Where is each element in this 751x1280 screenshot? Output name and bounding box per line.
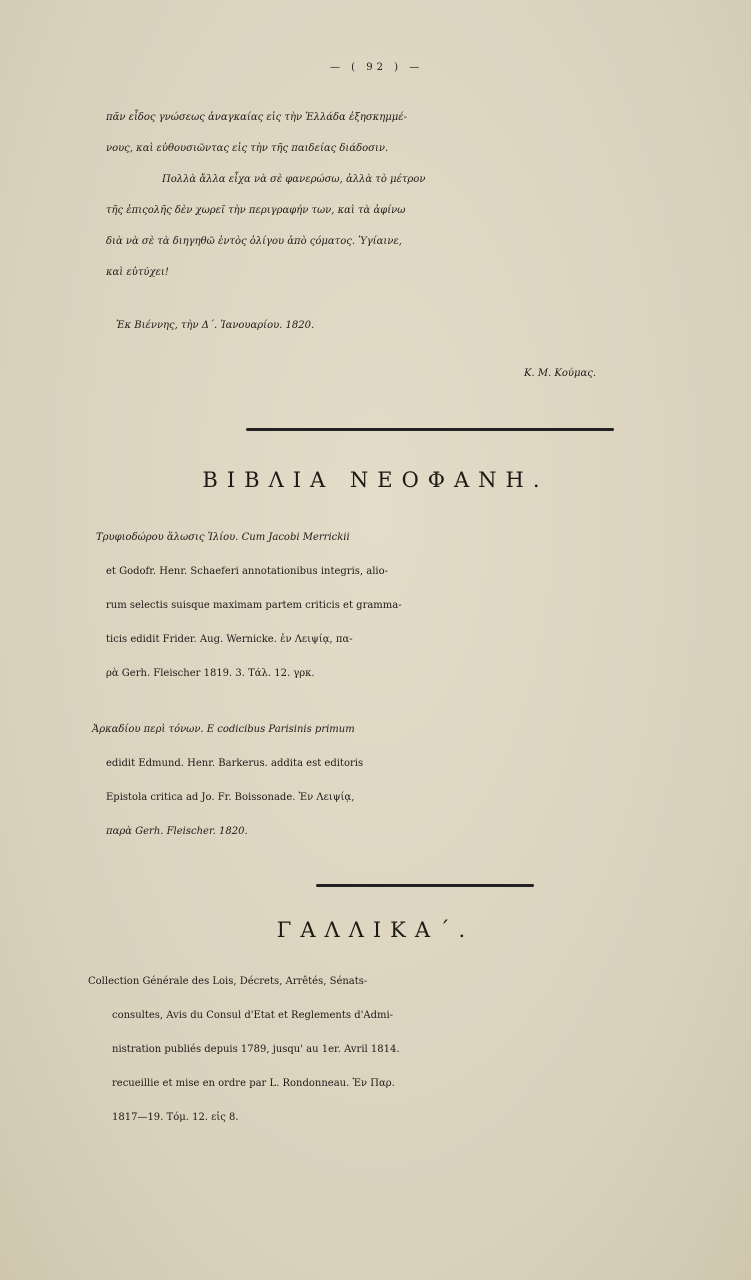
dateline: Ἐκ Βιέννης, τὴν Δ΄. Ἰανουαρίου. 1820. <box>116 320 315 331</box>
entry-line: ticis edidit Frider. Aug. Wernicke. ἐν Λειψίᾳ, πα- <box>106 634 353 645</box>
entry-line: 1817—19. Τόμ. 12. εἰς 8. <box>112 1112 239 1123</box>
entry-line: Τρυφιοδώρου ἅλωσις Ἰλίου. Cum Jacobi Merrickii <box>96 532 350 543</box>
entry-line: nistration publiés depuis 1789, jusqu' au 1er. Avril 1814. <box>112 1044 400 1055</box>
entry-line: consultes, Avis du Consul d'Etat et Reglements d'Admi- <box>112 1010 394 1021</box>
letter-line: διὰ νὰ σὲ τὰ διηγηθῶ ἐντὸς ὀλίγου ἀπὸ ςόματος. Ὑγίαινε, <box>106 236 402 247</box>
entry-line: Collection Générale des Lois, Décrets, Arrêtés, Sénats- <box>88 976 368 987</box>
letter-line: τῆς ἐπιςολῆς δὲν χωρεῖ τὴν περιγραφήν των, καὶ τὰ ἀφίνω <box>106 205 406 216</box>
letter-line: καὶ εὐτύχει! <box>106 267 169 278</box>
letter-line: πᾶν εἶδος γνώσεως ἀναγκαίας εἰς τὴν Ἑλλάδα ἐξησκημμέ- <box>106 112 407 123</box>
letter-line: νους, καὶ εὐθουσιῶντας εἰς τὴν τῆς παιδείας διάδοσιν. <box>106 143 389 154</box>
entry-line: Epistola critica ad Jo. Fr. Boissonade. Ἐν Λειψίᾳ, <box>106 792 355 803</box>
entry-line: ρὰ Gerh. Fleischer 1819. 3. Τάλ. 12. γρκ. <box>106 668 315 679</box>
entry-line: edidit Edmund. Henr. Barkerus. addita est editoris <box>106 758 364 769</box>
entry-line: Ἀρκαδίου περὶ τόνων. E codicibus Parisinis primum <box>92 724 355 735</box>
section-heading-french: ΓΑΛΛΙΚΑ΄. <box>276 918 475 942</box>
entry-line: et Godofr. Henr. Schaeferi annotationibus integris, alio- <box>106 566 389 577</box>
entry-line: rum selectis suisque maximam partem criticis et gramma- <box>106 600 402 611</box>
section-divider <box>316 884 534 887</box>
letter-line: Πολλὰ ἄλλα εἶχα νὰ σὲ φανερώσω, ἀλλὰ τὸ μέτρον <box>162 174 426 185</box>
entry-line: παρὰ Gerh. Fleischer. 1820. <box>106 826 248 837</box>
entry-line: recueillie et mise en ordre par L. Rondonneau. Ἐν Παρ. <box>112 1078 395 1089</box>
signature: Κ. Μ. Κούμας. <box>524 368 597 379</box>
section-divider <box>246 428 614 431</box>
page-number: — ( 92 ) — <box>330 62 424 73</box>
section-heading-new-books: ΒΙΒΛΙΑ ΝΕΟΦΑΝΗ. <box>202 468 549 492</box>
